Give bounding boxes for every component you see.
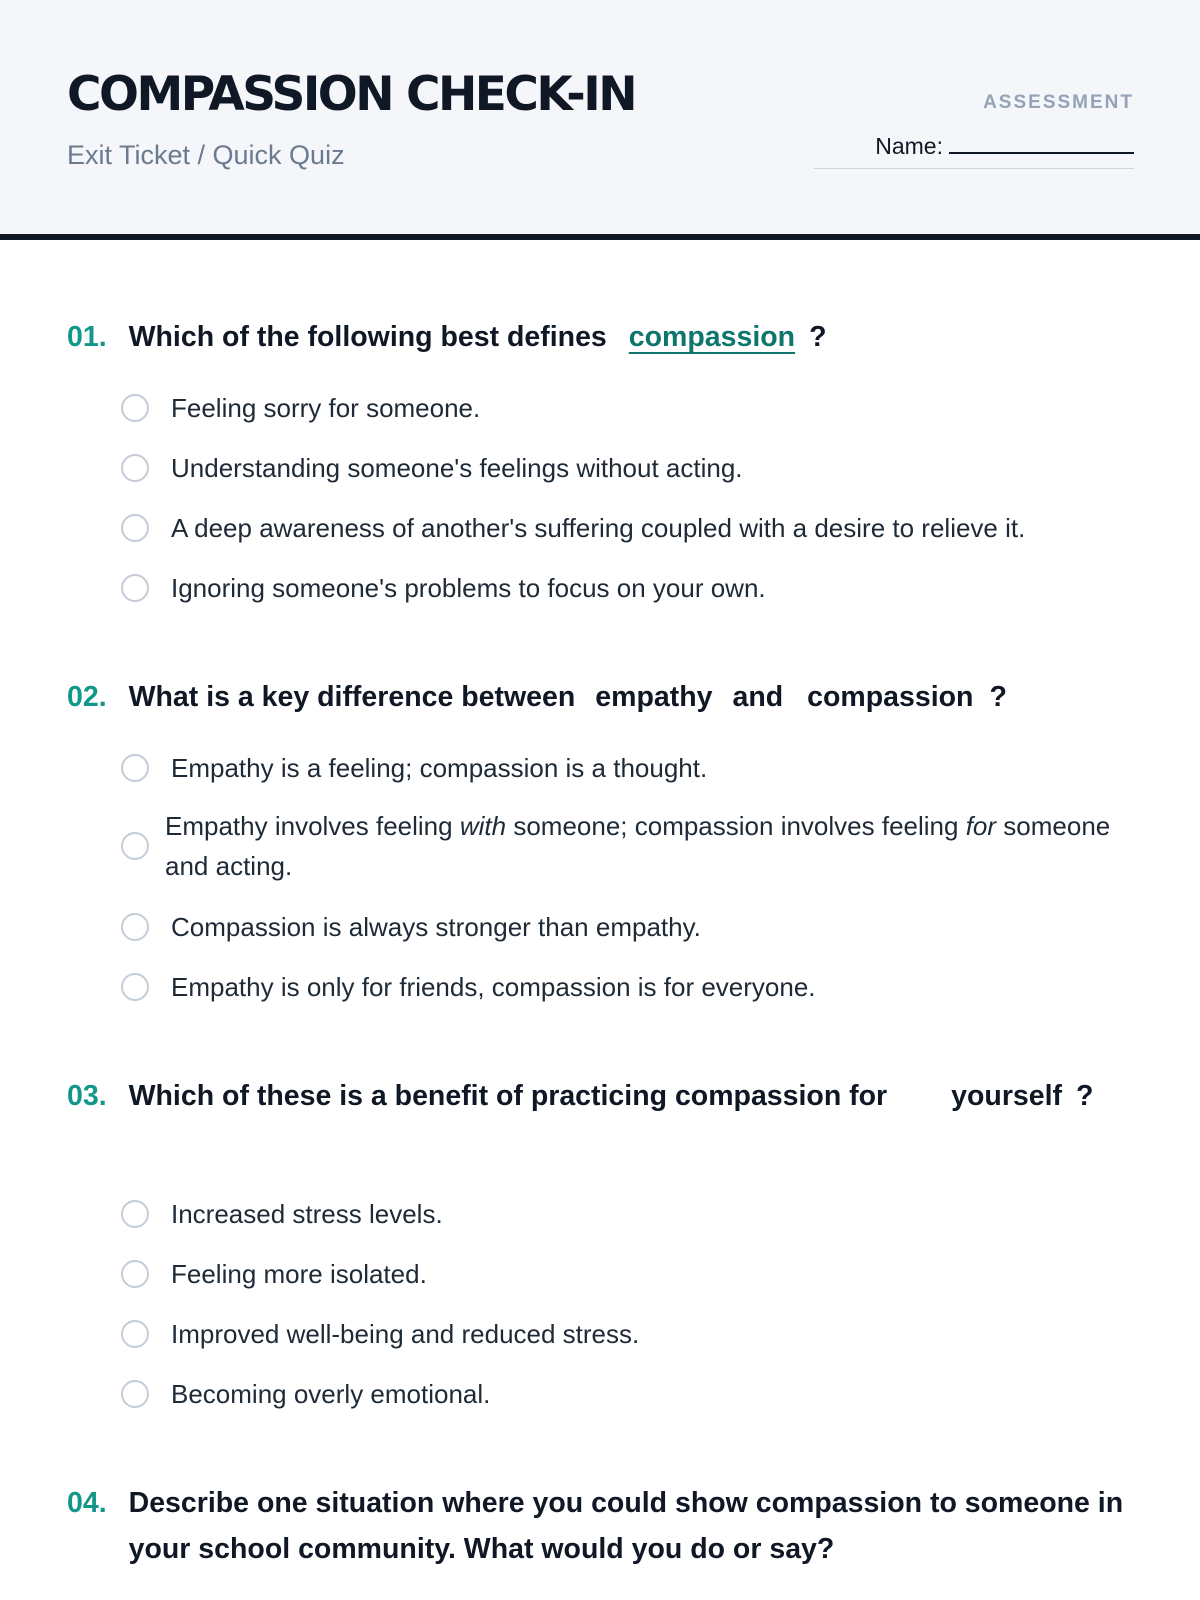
answer-option[interactable] [121,1254,1140,1294]
option-label: Feeling sorry for someone. [171,393,481,423]
answer-option[interactable] [121,508,1140,548]
question-4-heading [67,1480,1134,1572]
question-2-heading [67,674,1134,720]
option-label: Improved well-being and reduced stress. [171,1319,640,1349]
page-title: COMPASSION CHECK-IN [67,67,636,122]
question-1-heading [67,314,1134,360]
assessment-tag: ASSESSMENT [983,92,1134,113]
radio-button[interactable] [121,1200,149,1228]
question-keyword-empathy: empathy [595,681,713,713]
answer-option[interactable] [121,907,1140,947]
question-number: 01. [67,321,107,353]
question-text [129,674,1134,720]
question-3-heading [67,1073,1134,1119]
question-text [129,1073,1134,1119]
option-text-part: someone and acting. [165,811,1111,881]
question-mark: ? [989,681,1007,713]
option-label: Feeling more isolated. [171,1259,427,1289]
worksheet-header [0,0,1200,240]
question-text [129,314,1134,360]
radio-button[interactable] [121,1260,149,1288]
question-number: 04. [67,1487,107,1519]
question-2 [67,674,1134,720]
option-label: Empathy is a feeling; compassion is a thought. [171,753,708,783]
option-label: Becoming overly emotional. [171,1379,491,1409]
answer-option[interactable] [121,1314,1140,1354]
question-text-start: Which of these is a benefit of practicing compassion for [128,1080,888,1112]
question-keyword: yourself [951,1080,1063,1112]
answer-option[interactable] [121,1194,1140,1234]
name-field[interactable] [814,132,1134,169]
radio-button[interactable] [121,1320,149,1348]
question-mark: ? [809,321,827,353]
answer-option[interactable] [121,967,1140,1007]
question-conjunction: and [732,681,784,713]
question-text-start: Which of the following best defines [128,321,607,353]
question-keyword-compassion: compassion [807,681,974,713]
radio-button[interactable] [121,832,149,860]
question-number: 02. [67,681,107,713]
option-label: Ignoring someone's problems to focus on your own. [171,573,766,603]
radio-button[interactable] [121,454,149,482]
answer-option[interactable] [121,388,1140,428]
question-keyword: compassion [628,321,796,353]
answer-option[interactable] [121,448,1140,488]
answer-option[interactable] [121,568,1140,608]
radio-button[interactable] [121,1380,149,1408]
question-3 [67,1073,1134,1119]
option-label [165,806,1140,886]
name-label: Name: [875,133,943,159]
option-label: Compassion is always stronger than empathy. [171,912,701,942]
option-label: Empathy is only for friends, compassion is for everyone. [171,972,816,1002]
answer-option[interactable] [121,748,1140,788]
option-emphasis-for: for [965,811,997,841]
radio-button[interactable] [121,514,149,542]
radio-button[interactable] [121,913,149,941]
name-blank-line[interactable] [949,132,1134,154]
question-text-start: What is a key difference between [128,681,576,713]
radio-button[interactable] [121,973,149,1001]
option-text-part: Empathy involves feeling [165,811,453,841]
page-subtitle: Exit Ticket / Quick Quiz [67,140,345,170]
option-label: Increased stress levels. [171,1199,443,1229]
question-number: 03. [67,1080,107,1112]
option-label: Understanding someone's feelings without acting. [171,453,743,483]
option-emphasis-with: with [459,811,507,841]
option-text-part: someone; compassion involves feeling [513,811,959,841]
question-4 [67,1480,1134,1572]
question-text: Describe one situation where you could show compassion to someone in your school community. What would you do or say? [128,1487,1124,1565]
question-mark: ? [1076,1080,1094,1112]
radio-button[interactable] [121,574,149,602]
answer-option[interactable] [121,806,1140,886]
answer-option[interactable] [121,1374,1140,1414]
option-label: A deep awareness of another's suffering coupled with a desire to relieve it. [171,513,1026,543]
question-1 [67,314,1134,360]
radio-button[interactable] [121,754,149,782]
radio-button[interactable] [121,394,149,422]
